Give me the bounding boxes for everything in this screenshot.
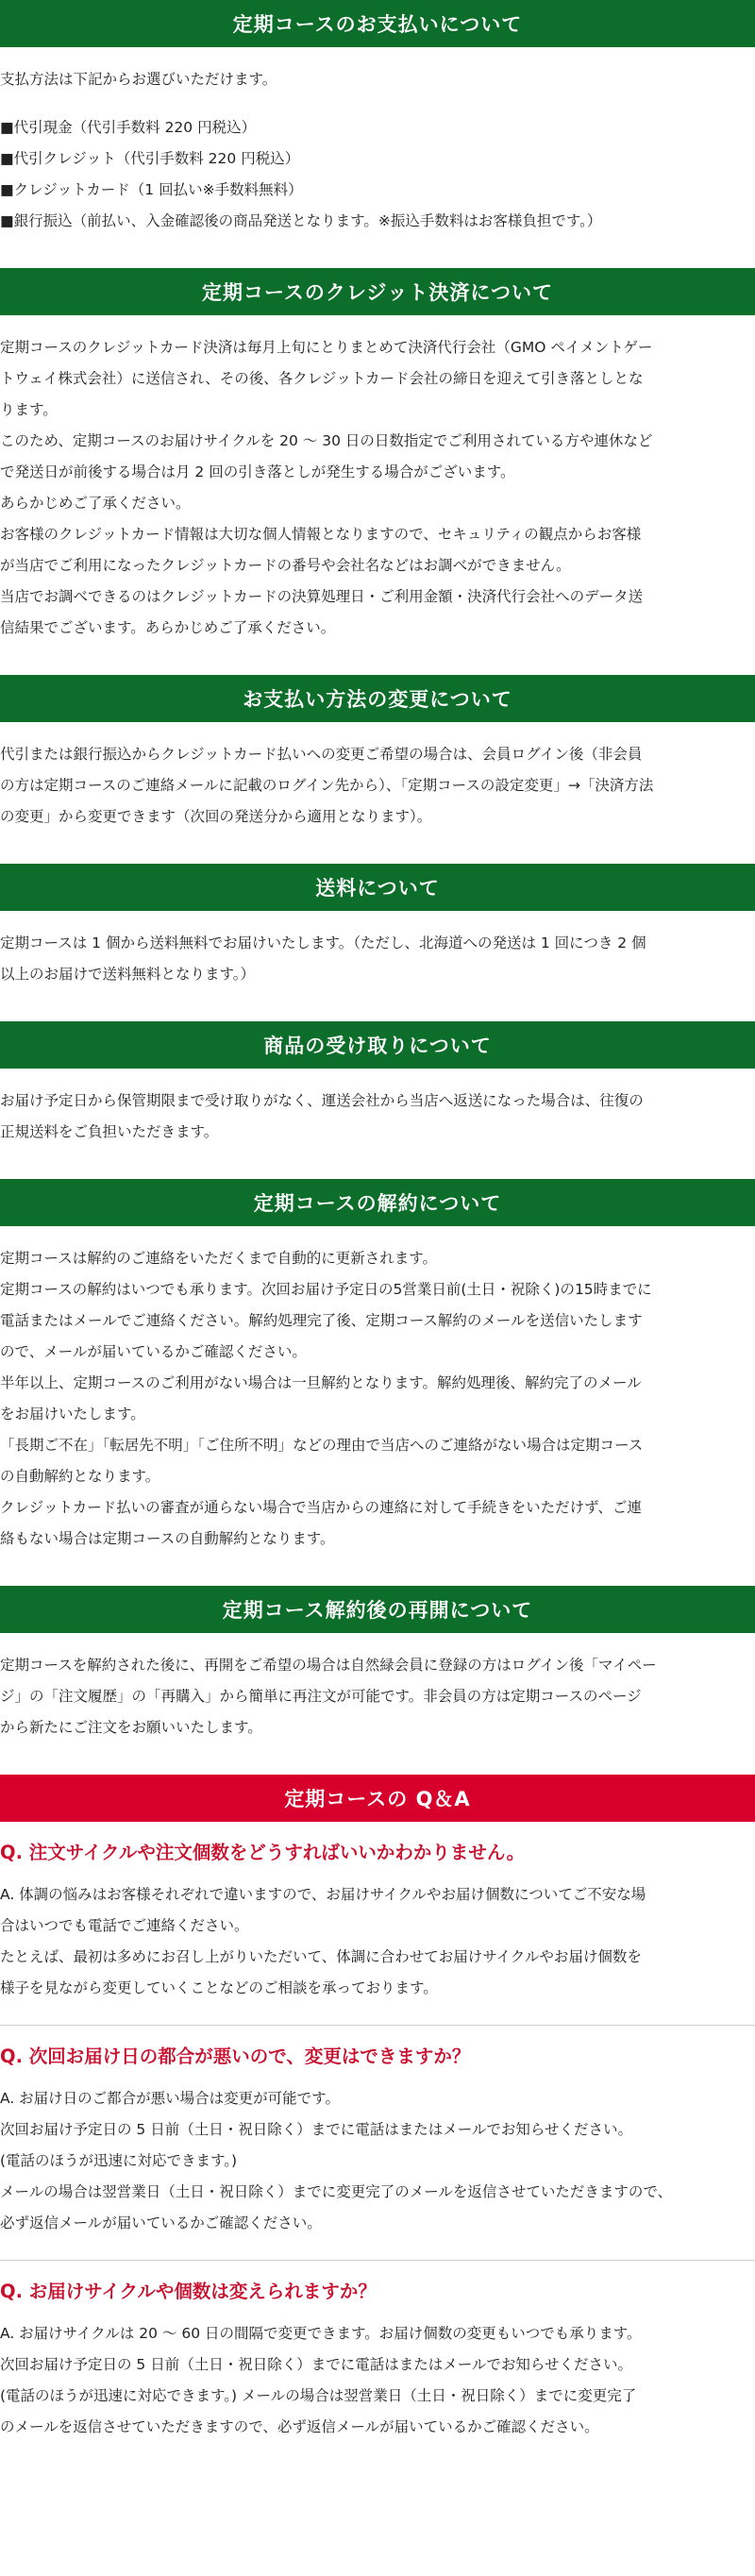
section-title: 送料について (0, 864, 755, 911)
section-title: 商品の受け取りについて (0, 1021, 755, 1069)
section-body (0, 722, 755, 833)
section-text: 絡もない場合は定期コースの自動解約となります。 (0, 1530, 335, 1547)
payment-method-item: ■クレジットカード（1 回払い※手数料無料） (0, 181, 303, 198)
section-cancellation (0, 1179, 755, 1555)
qa-answer (0, 2083, 755, 2254)
section-text: の自動解約となります。 (0, 1468, 160, 1485)
qa-answer-line: A. お届けサイクルは 20 ～ 60 日の間隔で変更できます。お届け個数の変更もいつでも承ります。 (0, 2325, 642, 2342)
section-text: ジ」の「注文履歴」の「再購入」から簡単に再注文が可能です。非会員の方は定期コースのページ (0, 1688, 642, 1705)
section-body (0, 1069, 755, 1148)
section-text: ので、メールが届いているかご確認ください。 (0, 1343, 307, 1360)
payment-method-item: ■代引現金（代引手数料 220 円税込） (0, 119, 257, 136)
section-text: 定期コースの解約はいつでも承ります。次回お届け予定日の5営業日前(土日・祝除く)の15時までに (0, 1281, 652, 1298)
qa-answer-line: メールの場合は翌営業日（土日・祝日除く）までに変更完了のメールを返信させていただきますので、 (0, 2183, 673, 2200)
section-text: の変更」から変更できます（次回の発送分から適用となります）。 (0, 808, 432, 825)
section-shipping (0, 864, 755, 990)
section-payment (0, 0, 755, 237)
qa-question: Q. 次回お届け日の都合が悪いので、変更はできますか？ (0, 2046, 471, 2067)
qa-answer-line: 次回お届け予定日の 5 日前（土日・祝日除く）までに電話はまたはメールでお知らせください。 (0, 2356, 632, 2373)
section-resume (0, 1586, 755, 1743)
section-text: 定期コースを解約された後に、再開をご希望の場合は自然緑会員に登録の方はログイン後「マイペー (0, 1657, 657, 1674)
section-title: 定期コースのお支払いについて (0, 0, 755, 47)
section-text: 信結果でございます。あらかじめご了承ください。 (0, 619, 336, 636)
section-text: このため、定期コースのお届けサイクルを 20 ～ 30 日の日数指定でご利用されている方や連休など (0, 432, 653, 449)
section-text: をお届けいたします。 (0, 1406, 145, 1423)
section-text: で発送日が前後する場合は月 2 回の引き落としが発生する場合がございます。 (0, 463, 515, 480)
section-payment-change (0, 675, 755, 833)
section-text: あらかじめご了承ください。 (0, 495, 191, 512)
section-title: 定期コース解約後の再開について (0, 1586, 755, 1633)
section-text: トウェイ株式会社）に送信され、その後、各クレジットカード会社の締日を迎えて引き落としとな (0, 370, 644, 387)
section-text: 正規送料をご負担いただきます。 (0, 1123, 219, 1140)
qa-answer (0, 1879, 755, 2019)
section-text: 定期コースのクレジットカード決済は毎月上旬にとりまとめて決済代行会社（GMO ペイメントゲー (0, 339, 653, 356)
qa-answer-line: (電話のほうが迅速に対応できます。) (0, 2152, 238, 2169)
section-text: 「長期ご不在」「転居先不明」「ご住所不明」などの理由で当店へのご連絡がない場合は定期コース (0, 1437, 644, 1454)
qa-answer-line: (電話のほうが迅速に対応できます。) メールの場合は翌営業日（土日・祝日除く）までに変更完了 (0, 2387, 637, 2404)
payment-method-item: ■銀行振込（前払い、入金確認後の商品発送となります。※振込手数料はお客様負担です。） (0, 212, 602, 229)
section-text: ります。 (0, 401, 58, 418)
payment-method-item: ■代引クレジット（代引手数料 220 円税込） (0, 150, 300, 167)
section-text: 支払方法は下記からお選びいただけます。 (0, 71, 277, 88)
qa-answer-line: 様子を見ながら変更していくことなどのご相談を承っております。 (0, 1979, 438, 1996)
section-body (0, 315, 755, 644)
section-text: が当店でご利用になったクレジットカードの番号や会社名などはお調べができません。 (0, 557, 571, 574)
section-body (0, 911, 755, 990)
section-text: 当店でお調べできるのはクレジットカードの決算処理日・ご利用金額・決済代行会社へのデータ送 (0, 588, 644, 605)
section-title: お支払い方法の変更について (0, 675, 755, 722)
section-qa (0, 1775, 755, 2458)
qa-answer-line: 合はいつでも電話でご連絡ください。 (0, 1917, 249, 1934)
section-receiving (0, 1021, 755, 1148)
qa-item (0, 2261, 755, 2458)
section-body (0, 1226, 755, 1555)
qa-answer-line: 次回お届け予定日の 5 日前（土日・祝日除く）までに電話はまたはメールでお知らせください。 (0, 2121, 632, 2138)
section-text: 定期コースは解約のご連絡をいただくまで自動的に更新されます。 (0, 1250, 437, 1267)
qa-item (0, 2026, 755, 2254)
qa-question: Q. 注文サイクルや注文個数をどうすればいいかわかりません。 (0, 1842, 526, 1863)
qa-item (0, 1822, 755, 2019)
section-title: 定期コースのクレジット決済について (0, 268, 755, 315)
section-text: クレジットカード払いの審査が通らない場合で当店からの連絡に対して手続きをいただけず、ご連 (0, 1499, 642, 1516)
section-text: 定期コースは 1 個から送料無料でお届けいたします。（ただし、北海道への発送は 1 回につき 2 個 (0, 934, 646, 951)
section-text: 以上のお届けで送料無料となります。） (0, 966, 256, 983)
section-text: お届け予定日から保管期限まで受け取りがなく、運送会社から当店へ返送になった場合は、往復の (0, 1092, 644, 1109)
qa-answer-line: のメールを返信させていただきますので、必ず返信メールが届いているかご確認ください。 (0, 2418, 599, 2435)
qa-answer-line: A. 体調の悩みはお客様それぞれで違いますので、お届けサイクルやお届け個数についてご不安な場 (0, 1886, 646, 1903)
section-credit-settlement (0, 268, 755, 644)
qa-question: Q. お届けサイクルや個数は変えられますか？ (0, 2281, 377, 2302)
section-text: から新たにご注文をお願いいたします。 (0, 1719, 262, 1736)
qa-answer-line: A. お届け日のご都合が悪い場合は変更が可能です。 (0, 2090, 340, 2107)
qa-answer (0, 2318, 755, 2458)
qa-title: 定期コースの Q＆A (0, 1775, 755, 1822)
section-text: 代引または銀行振込からクレジットカード払いへの変更ご希望の場合は、会員ログイン後（非会員 (0, 746, 643, 763)
section-text: 電話またはメールでご連絡ください。解約処理完了後、定期コース解約のメールを送信いたします (0, 1312, 643, 1329)
section-text: の方は定期コースのご連絡メールに記載のログイン先から）、「定期コースの設定変更」→「決済方法 (0, 777, 654, 794)
qa-answer-line: 必ず返信メールが届いているかご確認ください。 (0, 2214, 322, 2231)
section-body (0, 1633, 755, 1743)
section-text: 半年以上、定期コースのご利用がない場合は一旦解約となります。解約処理後、解約完了のメール (0, 1374, 642, 1391)
section-text: お客様のクレジットカード情報は大切な個人情報となりますので、セキュリティの観点からお客様 (0, 526, 642, 543)
section-title: 定期コースの解約について (0, 1179, 755, 1226)
qa-answer-line: たとえば、最初は多めにお召し上がりいただいて、体調に合わせてお届けサイクルやお届け個数を (0, 1948, 642, 1965)
section-body (0, 47, 755, 237)
